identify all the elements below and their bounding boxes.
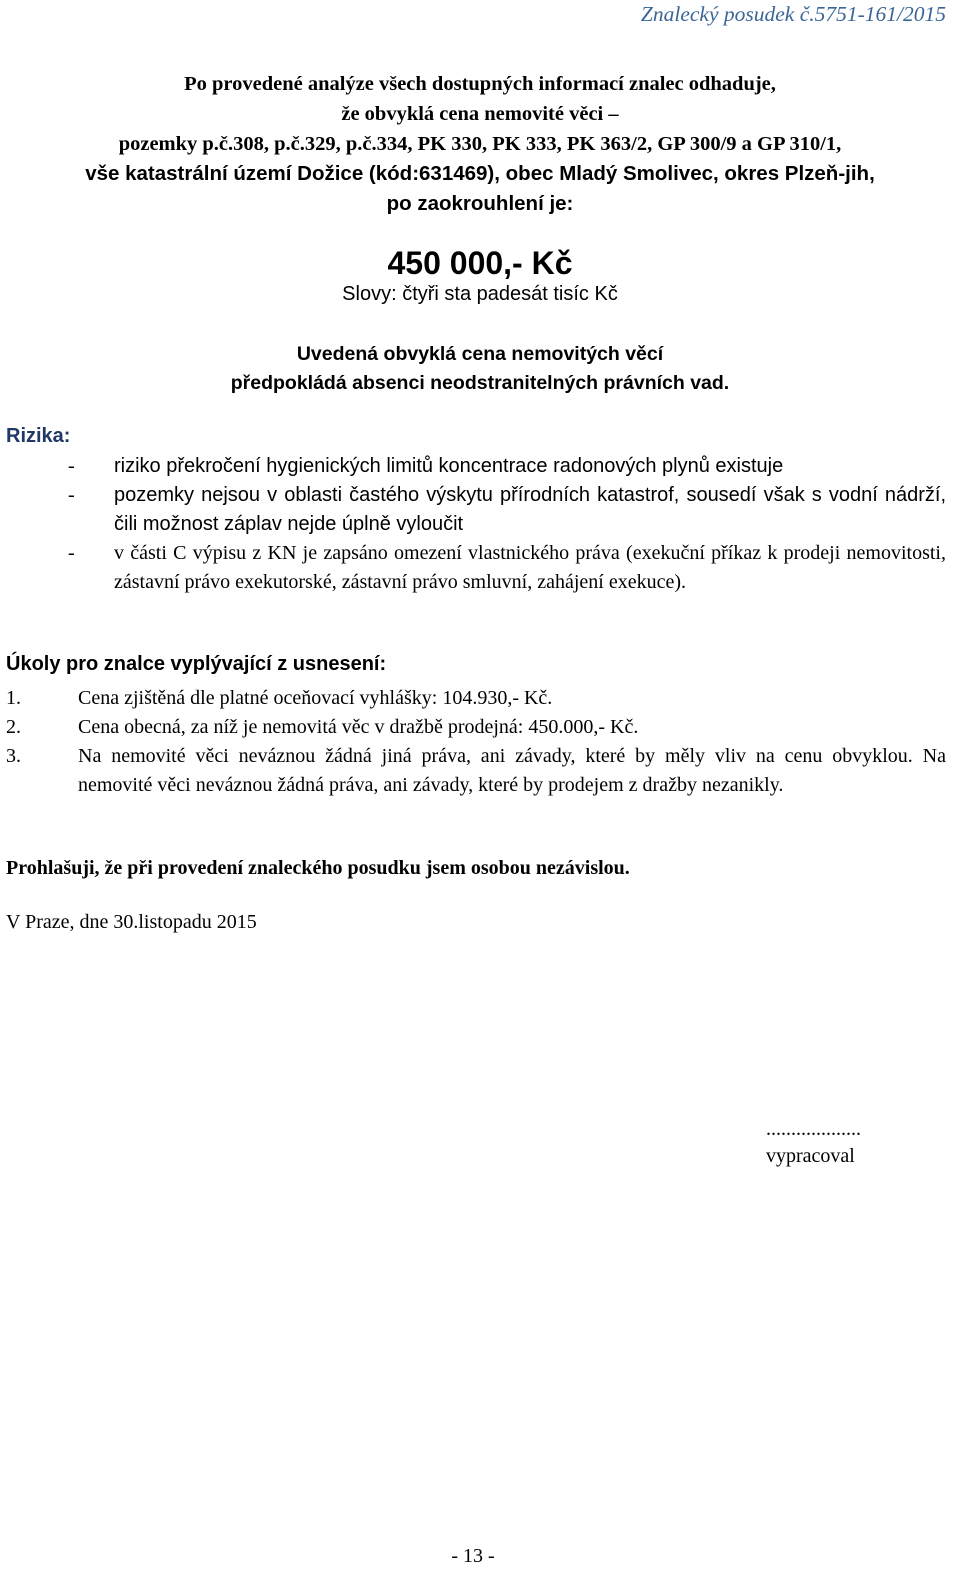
price-note-line: Uvedená obvyklá cena nemovitých věcí [296, 343, 664, 365]
tasks-list [6, 684, 946, 800]
task-number: 1. [6, 687, 21, 709]
price-note-line: předpokládá absenci neodstranitelných právních vad. [230, 372, 730, 394]
bullet-dash: - [68, 455, 75, 477]
bullet-dash: - [68, 484, 75, 506]
bullet-dash: - [68, 542, 75, 564]
task-number: 3. [6, 745, 21, 767]
price-value: 450 000,- Kč [387, 245, 573, 281]
signature-line: ................... [766, 1118, 861, 1140]
risks-list [6, 452, 946, 597]
risk-item-text: riziko překročení hygienických limitů koncentrace radonových plynů existuje [114, 455, 784, 477]
conclusion-block-location [0, 159, 960, 219]
signature-label: vypracoval [766, 1145, 855, 1167]
risk-item-text: v části C výpisu z KN je zapsáno omezení vlastnického práva (exekuční příkaz k prodeji nemovitosti, zástavní právo exekutorské, zástavní právo smluvní, zahájení exekuce). [114, 542, 946, 593]
risk-item [6, 539, 946, 597]
task-item [6, 713, 946, 742]
task-number: 2. [6, 716, 21, 738]
conclusion-line: vše katastrální území Dožice (kód:631469), obec Mladý Smolivec, okres Plzeň-jih, [85, 162, 875, 185]
document-header: Znalecký posudek č.5751-161/2015 [640, 2, 946, 26]
independence-declaration: Prohlašuji, že při provedení znaleckého posudku jsem osobou nezávislou. [6, 857, 630, 879]
task-text: Cena zjištěná dle platné oceňovací vyhlášky: 104.930,- Kč. [78, 687, 553, 709]
risk-item [6, 452, 946, 481]
task-text: Na nemovité věci neváznou žádná jiná práva, ani závady, které by měly vliv na cenu obvyklou. Na nemovité věci neváznou žádná práva, ani závady, které by prodejem z dražby nezanikly. [78, 745, 946, 796]
risk-item [6, 481, 946, 539]
page-number: - 13 - [451, 1545, 495, 1567]
task-text: Cena obecná, za níž je nemovitá věc v dražbě prodejná: 450.000,- Kč. [78, 716, 639, 738]
price-note [0, 340, 960, 398]
conclusion-block [0, 69, 960, 159]
place-date: V Praze, dne 30.listopadu 2015 [6, 911, 257, 933]
conclusion-line: po zaokrouhlení je: [386, 192, 574, 215]
conclusion-line: pozemky p.č.308, p.č.329, p.č.334, PK 330, PK 333, PK 363/2, GP 300/9 a GP 310/1, [118, 133, 842, 155]
conclusion-line: Po provedené analýze všech dostupných informací znalec odhaduje, [184, 73, 776, 95]
price-in-words: Slovy: čtyři sta padesát tisíc Kč [342, 283, 618, 305]
risks-heading: Rizika: [6, 425, 71, 447]
tasks-heading: Úkoly pro znalce vyplývající z usnesení: [6, 653, 387, 675]
conclusion-line: že obvyklá cena nemovité věci – [341, 103, 619, 125]
task-item [6, 684, 946, 713]
task-item [6, 742, 946, 800]
risk-item-text: pozemky nejsou v oblasti častého výskytu přírodních katastrof, sousedí však s vodní nádrží, čili možnost záplav nejde úplně vyloučit [114, 484, 946, 535]
